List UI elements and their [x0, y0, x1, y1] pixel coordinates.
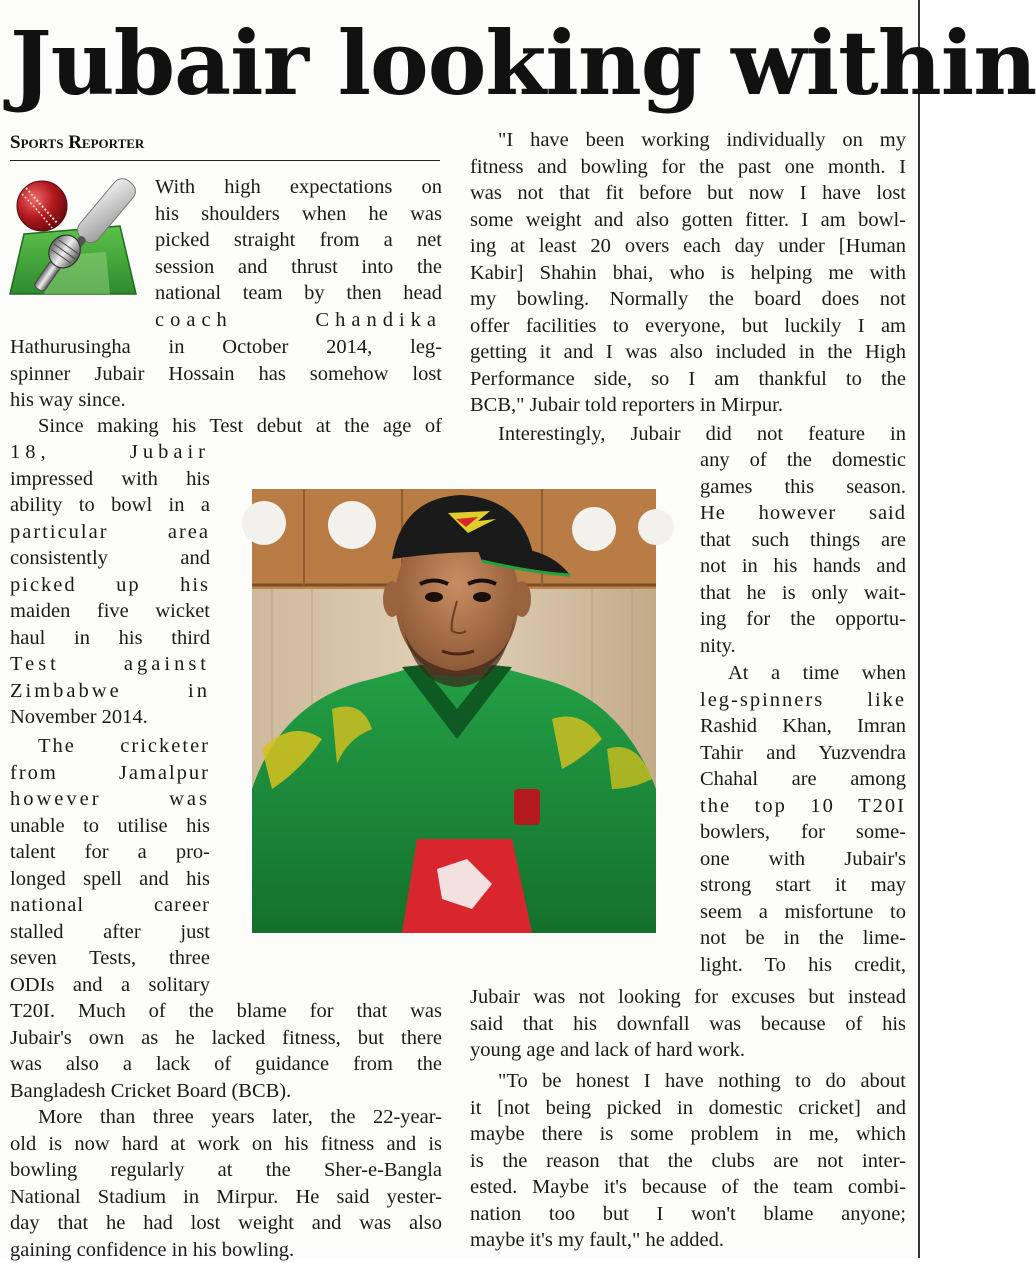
text-line: it [not being picked in domestic cricket] and — [470, 1095, 906, 1122]
text-line: talent for a pro- — [10, 839, 210, 866]
quote-paragraph-fitness — [470, 127, 906, 419]
text-line: T20I. Much of the blame for that was — [10, 998, 442, 1025]
player-photo — [252, 489, 656, 933]
text-line: Zimbabwe in — [10, 678, 210, 705]
text-line: young age and lack of hard work. — [470, 1037, 906, 1064]
text-line: not be in the lime- — [700, 925, 906, 952]
text-line: bowling regularly at the Sher-e-Bangla — [10, 1157, 442, 1184]
text-line: "To be honest I have nothing to do about — [470, 1068, 906, 1095]
text-line: Test against — [10, 651, 210, 678]
text-line: nity. — [700, 633, 906, 660]
paragraph-three-years-later — [10, 1104, 442, 1263]
text-line: ing at least 20 overs each day under [Human — [470, 233, 906, 260]
text-line: Chahal are among — [700, 766, 906, 793]
text-line: session and thrust into the — [155, 254, 442, 281]
text-line: ability to bowl in a — [10, 492, 210, 519]
text-line: national team by then head — [155, 280, 442, 307]
paragraph-test-debut-lead — [10, 413, 442, 440]
section-icon-graphic — [10, 176, 138, 298]
text-line: gaining confidence in his bowling. — [10, 1237, 442, 1263]
text-line: my bowling. Normally the board does not — [470, 286, 906, 313]
text-line: maiden five wicket — [10, 598, 210, 625]
text-line: He however said — [700, 500, 906, 527]
paragraph-career-stall — [10, 733, 210, 998]
text-line: National Stadium in Mirpur. He said yester- — [10, 1184, 442, 1211]
text-line: The cricketer — [10, 733, 210, 760]
text-line: stalled after just — [10, 919, 210, 946]
text-line: not in his hands and — [700, 553, 906, 580]
text-line: some weight and also gotten fitter. I am bowl- — [470, 207, 906, 234]
text-line: the top 10 T20I — [700, 793, 906, 820]
text-line: consistently and — [10, 545, 210, 572]
text-line: Jubair's own as he lacked fitness, but there — [10, 1025, 442, 1052]
text-line: haul in his third — [10, 625, 210, 652]
text-line: picked up his — [10, 572, 210, 599]
text-line: Jubair was not looking for excuses but instead — [470, 984, 906, 1011]
paragraph-leg-spinners-continued — [470, 984, 906, 1064]
text-line: is the reason that the clubs are not inter- — [470, 1148, 906, 1175]
text-line: spinner Jubair Hossain has somehow lost — [10, 361, 442, 388]
text-line: was not that fit before but now I have lost — [470, 180, 906, 207]
text-line: Hathurusingha in October 2014, leg- — [10, 334, 442, 361]
text-line: seven Tests, three — [10, 945, 210, 972]
text-line: from Jamalpur — [10, 760, 210, 787]
text-line: games this season. — [700, 474, 906, 501]
paragraph-domestic — [700, 447, 906, 659]
intro-paragraph — [155, 174, 442, 333]
text-line: getting it and I was also included in the High — [470, 339, 906, 366]
text-line: "I have been working individually on my — [470, 127, 906, 154]
text-line: Tahir and Yuzvendra — [700, 740, 906, 767]
paragraph-career-stall-continued — [10, 998, 442, 1104]
text-line: strong start it may — [700, 872, 906, 899]
text-line: coach Chandika — [155, 307, 442, 334]
text-line: seem a misfortune to — [700, 899, 906, 926]
byline: Sports Reporter — [10, 131, 440, 161]
text-line: Performance side, so I am thankful to the — [470, 366, 906, 393]
text-line: ODIs and a solitary — [10, 972, 210, 999]
text-line: particular area — [10, 519, 210, 546]
text-line: longed spell and his — [10, 866, 210, 893]
quote-paragraph-honest — [470, 1068, 906, 1254]
text-line: 18, Jubair — [10, 439, 210, 466]
text-line: fitness and bowling for the past one month. I — [470, 154, 906, 181]
text-line: however was — [10, 786, 210, 813]
text-line: Since making his Test debut at the age of — [10, 413, 442, 440]
text-line: that he is only wait- — [700, 580, 906, 607]
text-line: unable to utilise his — [10, 813, 210, 840]
text-line: old is now hard at work on his fitness and is — [10, 1131, 442, 1158]
intro-paragraph-continued — [10, 334, 442, 414]
text-line: one with Jubair's — [700, 846, 906, 873]
text-line: bowlers, for some- — [700, 819, 906, 846]
text-line: ing for the opportu- — [700, 606, 906, 633]
paragraph-domestic-lead — [470, 421, 906, 448]
headline: Jubair looking within — [10, 4, 910, 122]
paragraph-test-debut — [10, 439, 210, 731]
text-line: day that he had lost weight and was also — [10, 1210, 442, 1237]
text-line: Rashid Khan, Imran — [700, 713, 906, 740]
text-line: leg-spinners like — [700, 687, 906, 714]
text-line: BCB," Jubair told reporters in Mirpur. — [470, 392, 906, 419]
text-line: November 2014. — [10, 704, 210, 731]
text-line: ested. Maybe it's because of the team combi- — [470, 1174, 906, 1201]
text-line: Bangladesh Cricket Board (BCB). — [10, 1078, 442, 1105]
text-line: maybe there is some problem in me, which — [470, 1121, 906, 1148]
text-line: At a time when — [700, 660, 906, 687]
text-line: maybe it's my fault," he added. — [470, 1227, 906, 1254]
text-line: his shoulders when he was — [155, 201, 442, 228]
cricket-ball-bat-microphone-icon — [10, 176, 138, 298]
jubair-hossain-portrait — [252, 489, 656, 933]
text-line: that such things are — [700, 527, 906, 554]
paragraph-leg-spinners — [700, 660, 906, 978]
text-line: With high expectations on — [155, 174, 442, 201]
text-line: impressed with his — [10, 466, 210, 493]
text-line: was also a lack of guidance from the — [10, 1051, 442, 1078]
text-line: Interestingly, Jubair did not feature in — [470, 421, 906, 448]
text-line: said that his downfall was because of his — [470, 1011, 906, 1038]
text-line: any of the domestic — [700, 447, 906, 474]
text-line: picked straight from a net — [155, 227, 442, 254]
text-line: Kabir] Shahin bhai, who is helping me with — [470, 260, 906, 287]
text-line: his way since. — [10, 387, 442, 414]
text-line: offer facilities to everyone, but luckily I am — [470, 313, 906, 340]
text-line: nation too but I won't blame anyone; — [470, 1201, 906, 1228]
text-line: More than three years later, the 22-year- — [10, 1104, 442, 1131]
text-line: light. To his credit, — [700, 952, 906, 979]
text-line: national career — [10, 892, 210, 919]
